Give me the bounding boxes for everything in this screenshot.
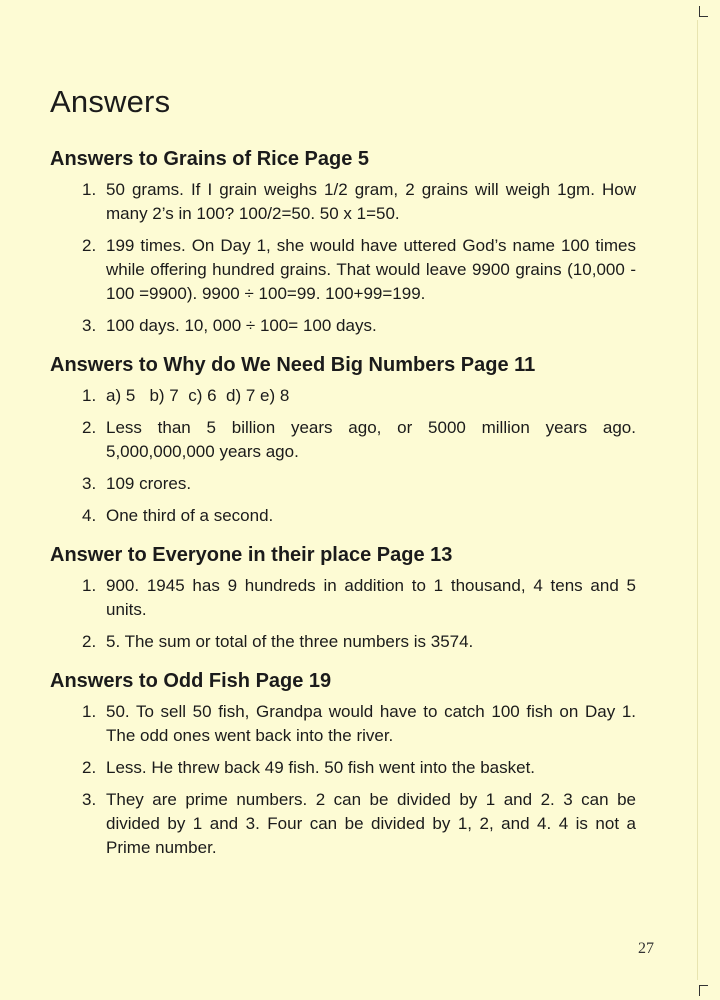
- answer-item: [50, 384, 636, 408]
- crop-mark-bottom: [699, 985, 708, 996]
- answer-item: [50, 178, 636, 226]
- answer-item: [50, 504, 636, 528]
- crop-mark-top: [699, 6, 708, 17]
- section-heading: Answers to Why do We Need Big Numbers Page 11: [50, 354, 536, 376]
- item-number: 1.: [82, 180, 97, 199]
- item-number: 2.: [82, 418, 97, 437]
- answer-item: [50, 574, 636, 622]
- item-number: 1.: [82, 386, 97, 405]
- answer-list: [50, 574, 636, 654]
- item-text: 5. The sum or total of the three numbers is 3574.: [106, 632, 474, 651]
- item-number: 3.: [82, 316, 97, 335]
- section-grains-of-rice: [50, 146, 636, 338]
- answer-item: [50, 788, 636, 860]
- item-number: 2.: [82, 236, 97, 255]
- section-odd-fish: [50, 668, 636, 860]
- item-text: a) 5 b) 7 c) 6 d) 7 e) 8: [106, 386, 290, 405]
- item-number: 1.: [82, 702, 97, 721]
- answers-content: [50, 80, 636, 874]
- item-number: 2.: [82, 758, 97, 777]
- answer-item: [50, 234, 636, 306]
- item-number: 3.: [82, 790, 97, 809]
- page-edge-line: [697, 20, 698, 980]
- answer-list: [50, 384, 636, 528]
- item-text: 50 grams. If I grain weighs 1/2 gram, 2 grains will weigh 1gm. How many 2’s in 100? 100/2=50. 50 x 1=50.: [106, 180, 636, 223]
- item-text: 900. 1945 has 9 hundreds in addition to 1 thousand, 4 tens and 5 units.: [106, 576, 636, 619]
- section-everyone-in-their-place: [50, 542, 636, 654]
- item-number: 3.: [82, 474, 97, 493]
- answer-list: [50, 700, 636, 860]
- item-text: One third of a second.: [106, 506, 274, 525]
- item-text: 100 days. 10, 000 ÷ 100= 100 days.: [106, 316, 377, 335]
- answer-list: [50, 178, 636, 338]
- section-big-numbers: [50, 352, 636, 528]
- section-heading: Answer to Everyone in their place Page 13: [50, 544, 453, 566]
- answer-item: [50, 472, 636, 496]
- answer-item: [50, 630, 636, 654]
- answer-item: [50, 416, 636, 464]
- page-number: 27: [638, 940, 654, 957]
- item-text: Less than 5 billion years ago, or 5000 million years ago. 5,000,000,000 years ago.: [106, 418, 636, 461]
- item-text: They are prime numbers. 2 can be divided by 1 and 2. 3 can be divided by 1 and 3. Four can be divided by 1, 2, and 4. 4 is not a Prime number.: [106, 790, 636, 857]
- page-title: Answers: [50, 84, 171, 119]
- item-text: 199 times. On Day 1, she would have uttered God’s name 100 times while offering hundred grains. That would leave 9900 grains (10,000 - 100 =9900). 9900 ÷ 100=99. 100+99=199.: [106, 236, 636, 303]
- item-text: 50. To sell 50 fish, Grandpa would have to catch 100 fish on Day 1. The odd ones went back into the river.: [106, 702, 636, 745]
- section-heading: Answers to Grains of Rice Page 5: [50, 148, 369, 170]
- answer-item: [50, 314, 636, 338]
- item-number: 2.: [82, 632, 97, 651]
- answer-item: [50, 756, 636, 780]
- item-text: Less. He threw back 49 fish. 50 fish went into the basket.: [106, 758, 536, 777]
- item-number: 4.: [82, 506, 97, 525]
- answer-item: [50, 700, 636, 748]
- item-text: 109 crores.: [106, 474, 192, 493]
- section-heading: Answers to Odd Fish Page 19: [50, 670, 332, 692]
- item-number: 1.: [82, 576, 97, 595]
